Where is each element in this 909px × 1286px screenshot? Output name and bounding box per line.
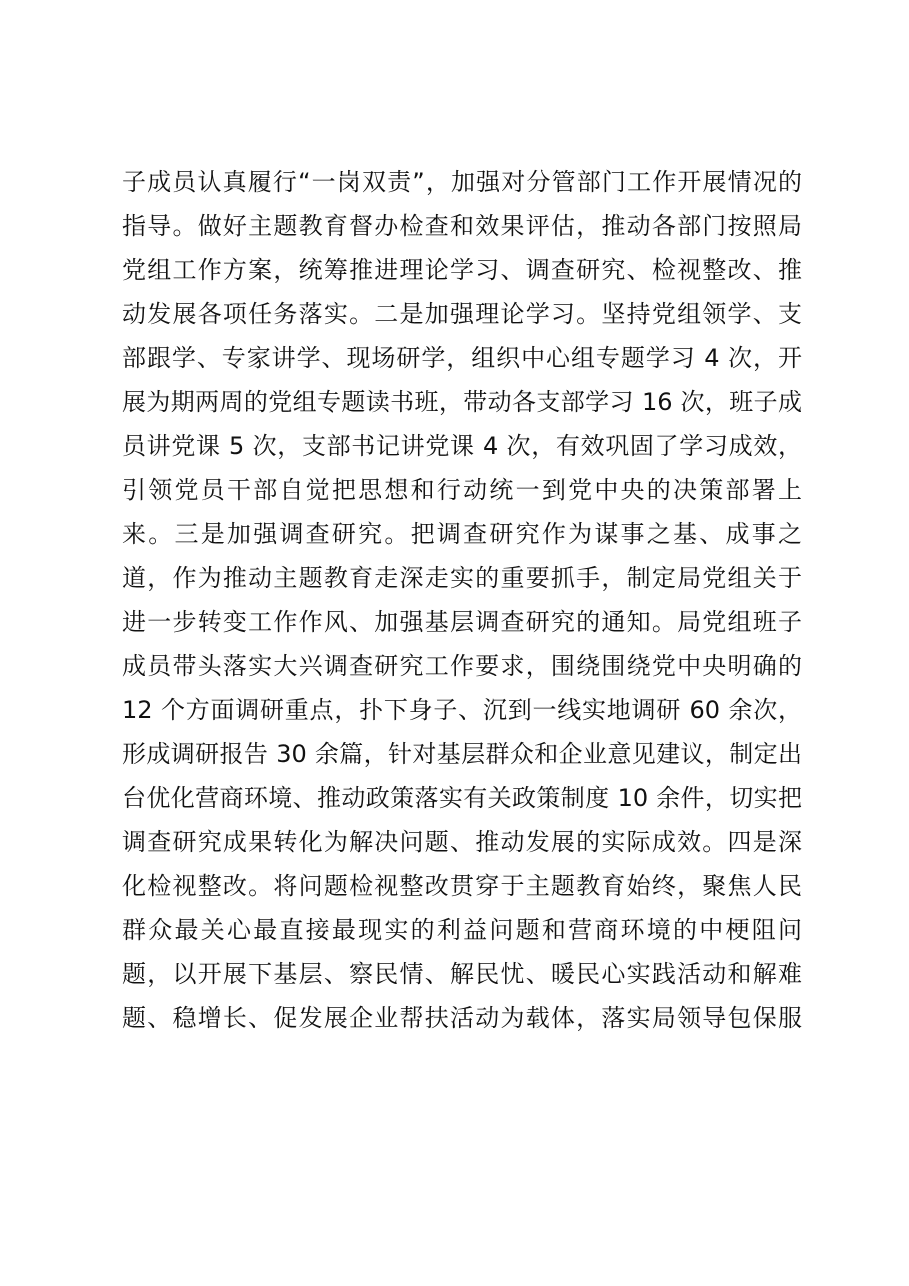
- text-line: 员讲党课 5 次，支部书记讲党课 4 次，有效巩固了学习成效，: [122, 432, 802, 460]
- text-line: 党组工作方案，统筹推进理论学习、调查研究、检视整改、推: [122, 256, 802, 284]
- text-line: 12 个方面调研重点，扑下身子、沉到一线实地调研 60 余次，: [122, 696, 802, 724]
- text-line: 展为期两周的党组专题读书班，带动各支部学习 16 次，班子成: [122, 388, 802, 416]
- text-line: 动发展各项任务落实。二是加强理论学习。坚持党组领学、支: [122, 300, 802, 328]
- text-line: 部跟学、专家讲学、现场研学，组织中心组专题学习 4 次，开: [122, 344, 802, 372]
- text-line: 来。三是加强调查研究。把调查研究作为谋事之基、成事之: [122, 520, 802, 548]
- text-line: 形成调研报告 30 余篇，针对基层群众和企业意见建议，制定出: [122, 740, 802, 768]
- text-line: 台优化营商环境、推动政策落实有关政策制度 10 余件，切实把: [122, 784, 802, 812]
- text-line: 化检视整改。将问题检视整改贯穿于主题教育始终，聚焦人民: [122, 872, 802, 900]
- text-line: 子成员认真履行“一岗双责”，加强对分管部门工作开展情况的: [122, 168, 802, 196]
- text-line: 题，以开展下基层、察民情、解民忧、暖民心实践活动和解难: [122, 960, 802, 988]
- text-line: 群众最关心最直接最现实的利益问题和营商环境的中梗阻问: [122, 916, 802, 944]
- body-text: [122, 160, 802, 1040]
- text-line: 题、稳增长、促发展企业帮扶活动为载体，落实局领导包保服: [122, 1004, 802, 1032]
- text-line: 道，作为推动主题教育走深走实的重要抓手，制定局党组关于: [122, 564, 802, 592]
- text-line: 进一步转变工作作风、加强基层调查研究的通知。局党组班子: [122, 608, 802, 636]
- text-line: 成员带头落实大兴调查研究工作要求，围绕围绕党中央明确的: [122, 652, 802, 680]
- text-line: 引领党员干部自觉把思想和行动统一到党中央的决策部署上: [122, 476, 802, 504]
- text-line: 调查研究成果转化为解决问题、推动发展的实际成效。四是深: [122, 828, 802, 856]
- text-line: 指导。做好主题教育督办检查和效果评估，推动各部门按照局: [122, 212, 802, 240]
